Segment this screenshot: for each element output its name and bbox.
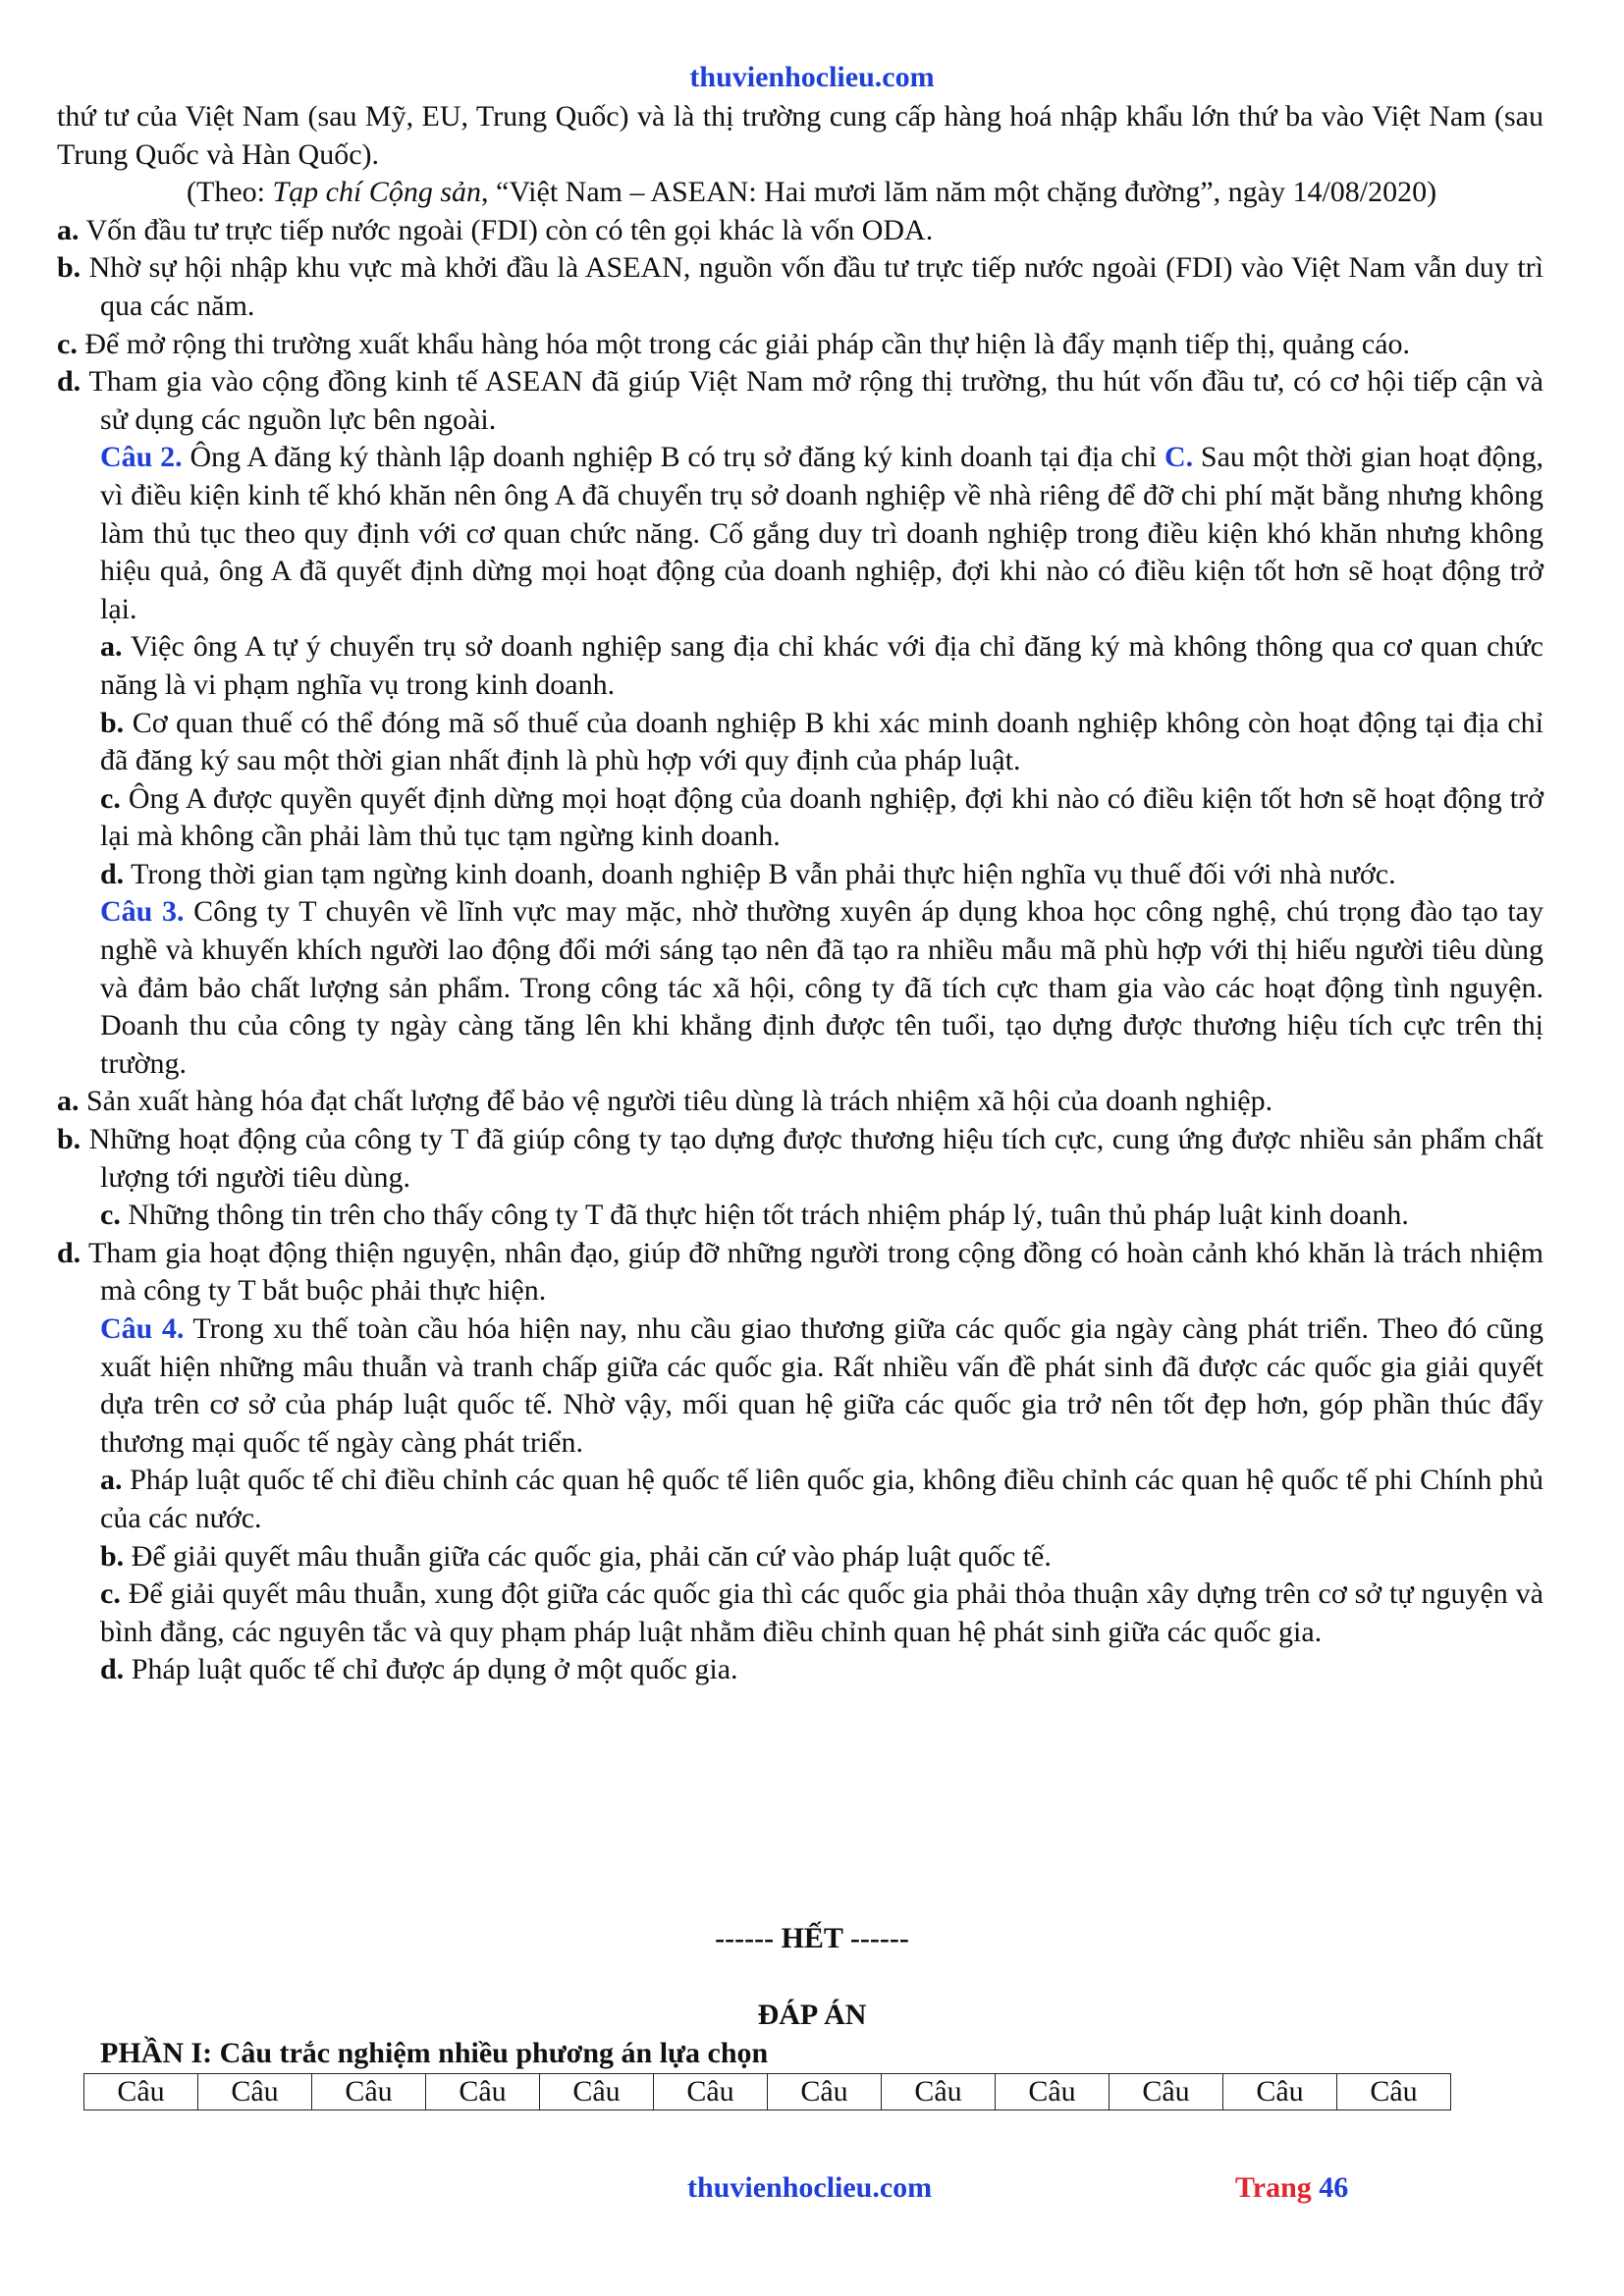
- answer-key-cell: Câu: [198, 2074, 312, 2110]
- q3-stem: Câu 3. Công ty T chuyên về lĩnh vực may mặc, nhờ thường xuyên áp dụng khoa học công nghệ, chú trọng đào tạo tay nghề và khuyến khích người lao động đổi mới sáng tạo nên đã tạo ra nhiều mẫu mã phù hợp với thị hiếu người tiêu dùng và đảm bảo chất lượng sản phẩm. Trong công tác xã hội, công ty đã tích cực tham gia vào các hoạt động tình nguyện. Doanh thu của công ty ngày càng tăng lên khi khẳng định được tên tuổi, tạo dựng được thương hiệu tích cực trên thị trường.: [100, 895, 1543, 1080]
- q4-option-a: a. Pháp luật quốc tế chỉ điều chỉnh các quan hệ quốc tế liên quốc gia, không điều chỉnh các quan hệ quốc tế phi Chính phủ của các nước.: [100, 1464, 1543, 1534]
- answer-key-table: [83, 2073, 1451, 2110]
- answer-key-cell: Câu: [768, 2074, 882, 2110]
- answer-key-cell: Câu: [312, 2074, 426, 2110]
- q2-option-a: a. Việc ông A tự ý chuyển trụ sở doanh nghiệp sang địa chỉ khác với địa chỉ đăng ký mà không thông qua cơ quan chức năng là vi phạm nghĩa vụ trong kinh doanh.: [100, 630, 1543, 701]
- answer-key-cell: Câu: [1110, 2074, 1223, 2110]
- q4-stem: Câu 4. Trong xu thế toàn cầu hóa hiện nay, nhu cầu giao thương giữa các quốc gia ngày càng phát triển. Theo đó cũng xuất hiện những mâu thuẫn và tranh chấp giữa các quốc gia. Rất nhiều vấn đề phát sinh đã được các quốc gia giải quyết dựa trên cơ sở của pháp luật quốc tế. Nhờ vậy, mối quan hệ giữa các quốc gia trở nên tốt đẹp hơn, góp phần thúc đẩy thương mại quốc tế ngày càng phát triển.: [100, 1312, 1543, 1459]
- answer-key-cell: Câu: [882, 2074, 996, 2110]
- intro-continuation: thứ tư của Việt Nam (sau Mỹ, EU, Trung Quốc) và là thị trường cung cấp hàng hoá nhập khẩu lớn thứ ba vào Việt Nam (sau Trung Quốc và Hàn Quốc).: [57, 100, 1543, 171]
- q3-option-b: b. Những hoạt động của công ty T đã giúp công ty tạo dựng được thương hiệu tích cực, cung ứng được nhiều sản phẩm chất lượng tới người tiêu dùng.: [57, 1123, 1543, 1194]
- footer-site-link[interactable]: thuvienhoclieu.com: [687, 2171, 933, 2204]
- q2-option-c: c. Ông A được quyền quyết định dừng mọi hoạt động của doanh nghiệp, đợi khi nào có điều kiện tốt hơn sẽ hoạt động trở lại mà không cần phải làm thủ tục tạm ngừng kinh doanh.: [100, 781, 1543, 853]
- answer-key-cell: Câu: [1337, 2074, 1451, 2110]
- answer-key-cell: Câu: [654, 2074, 768, 2110]
- page-number: 46: [1319, 2171, 1349, 2204]
- q1-option-d: d. Tham gia vào cộng đồng kinh tế ASEAN đã giúp Việt Nam mở rộng thị trường, thu hút vốn đầu tư, có cơ hội tiếp cận và sử dụng các nguồn lực bên ngoài.: [57, 365, 1543, 436]
- answer-key-cell: Câu: [84, 2074, 198, 2110]
- q2-stem: Câu 2. Ông A đăng ký thành lập doanh nghiệp B có trụ sở đăng ký kinh doanh tại địa chỉ C. Sau một thời gian hoạt động, vì điều kiện kinh tế khó khăn nên ông A đã chuyển trụ sở doanh nghiệp về nhà riêng để đỡ chi phí mặt bằng nhưng không làm thủ tục theo quy định với cơ quan chức năng. Cố gắng duy trì doanh nghiệp trong điều kiện khó khăn nhưng không hiệu quả, ông A đã quyết định dừng mọi hoạt động của doanh nghiệp, đợi khi nào có điều kiện tốt hơn sẽ hoạt động trở lại.: [100, 441, 1543, 625]
- answer-key-cell: Câu: [996, 2074, 1110, 2110]
- q1-option-a: a. Vốn đầu tư trực tiếp nước ngoài (FDI) còn có tên gọi khác là vốn ODA.: [57, 213, 934, 246]
- footer-page-number: [1235, 2171, 1348, 2205]
- q2-label: Câu 2.: [100, 441, 183, 474]
- source-citation: (Theo: Tạp chí Cộng sản, “Việt Nam – ASEAN: Hai mươi lăm năm một chặng đường”, ngày 14/08/2020): [187, 176, 1437, 209]
- answer-key-cell: Câu: [540, 2074, 654, 2110]
- q3-option-a: a. Sản xuất hàng hóa đạt chất lượng để bảo vệ người tiêu dùng là trách nhiệm xã hội của doanh nghiệp.: [57, 1085, 1273, 1118]
- q4-option-d: d. Pháp luật quốc tế chỉ được áp dụng ở một quốc gia.: [100, 1653, 738, 1686]
- end-mark: ------ HẾT ------: [715, 1922, 909, 1954]
- answer-key-title: ĐÁP ÁN: [757, 1999, 867, 2031]
- q1-option-c: c. Để mở rộng thi trường xuất khẩu hàng hóa một trong các giải pháp cần thự hiện là đẩy mạnh tiếp thị, quảng cáo.: [57, 327, 1411, 360]
- answer-key-header-row: [84, 2074, 1451, 2110]
- q3-option-c: c. Những thông tin trên cho thấy công ty T đã thực hiện tốt trách nhiệm pháp lý, tuân thủ pháp luật kinh doanh.: [100, 1199, 1409, 1232]
- q1-option-b: b. Nhờ sự hội nhập khu vực mà khởi đầu là ASEAN, nguồn vốn đầu tư trực tiếp nước ngoài (FDI) vào Việt Nam vẫn duy trì qua các năm.: [57, 251, 1543, 322]
- answer-key-part1-heading: PHẦN I: Câu trắc nghiệm nhiều phương án lựa chọn: [100, 2037, 769, 2069]
- q2-highlight: C.: [1164, 441, 1194, 474]
- q4-option-c: c. Để giải quyết mâu thuẫn, xung đột giữa các quốc gia thì các quốc gia phải thỏa thuận xây dựng trên cơ sở tự nguyện và bình đẳng, các nguyên tắc và quy phạm pháp luật nhằm điều chỉnh quan hệ phát sinh giữa các quốc gia.: [100, 1577, 1543, 1648]
- answer-key-cell: Câu: [1223, 2074, 1337, 2110]
- q3-option-d: d. Tham gia hoạt động thiện nguyện, nhân đạo, giúp đỡ những người trong cộng đồng có hoàn cảnh khó khăn là trách nhiệm mà công ty T bắt buộc phải thực hiện.: [57, 1236, 1543, 1308]
- q2-option-b: b. Cơ quan thuế có thể đóng mã số thuế của doanh nghiệp B khi xác minh doanh nghiệp không còn hoạt động tại địa chỉ đã đăng ký sau một thời gian nhất định là phù hợp với quy định của pháp luật.: [100, 706, 1543, 777]
- answer-key-cell: Câu: [426, 2074, 540, 2110]
- header-site-link[interactable]: thuvienhoclieu.com: [689, 61, 935, 93]
- q2-option-d: d. Trong thời gian tạm ngừng kinh doanh, doanh nghiệp B vẫn phải thực hiện nghĩa vụ thuế đối với nhà nước.: [100, 857, 1396, 890]
- page-label: Trang: [1235, 2171, 1312, 2204]
- q4-label: Câu 4.: [100, 1312, 185, 1345]
- q3-label: Câu 3.: [100, 895, 185, 929]
- page-content: [57, 98, 1543, 1689]
- source-journal: Tạp chí Cộng sản: [272, 176, 481, 209]
- q4-option-b: b. Để giải quyết mâu thuẫn giữa các quốc gia, phải căn cứ vào pháp luật quốc tế.: [100, 1539, 1052, 1573]
